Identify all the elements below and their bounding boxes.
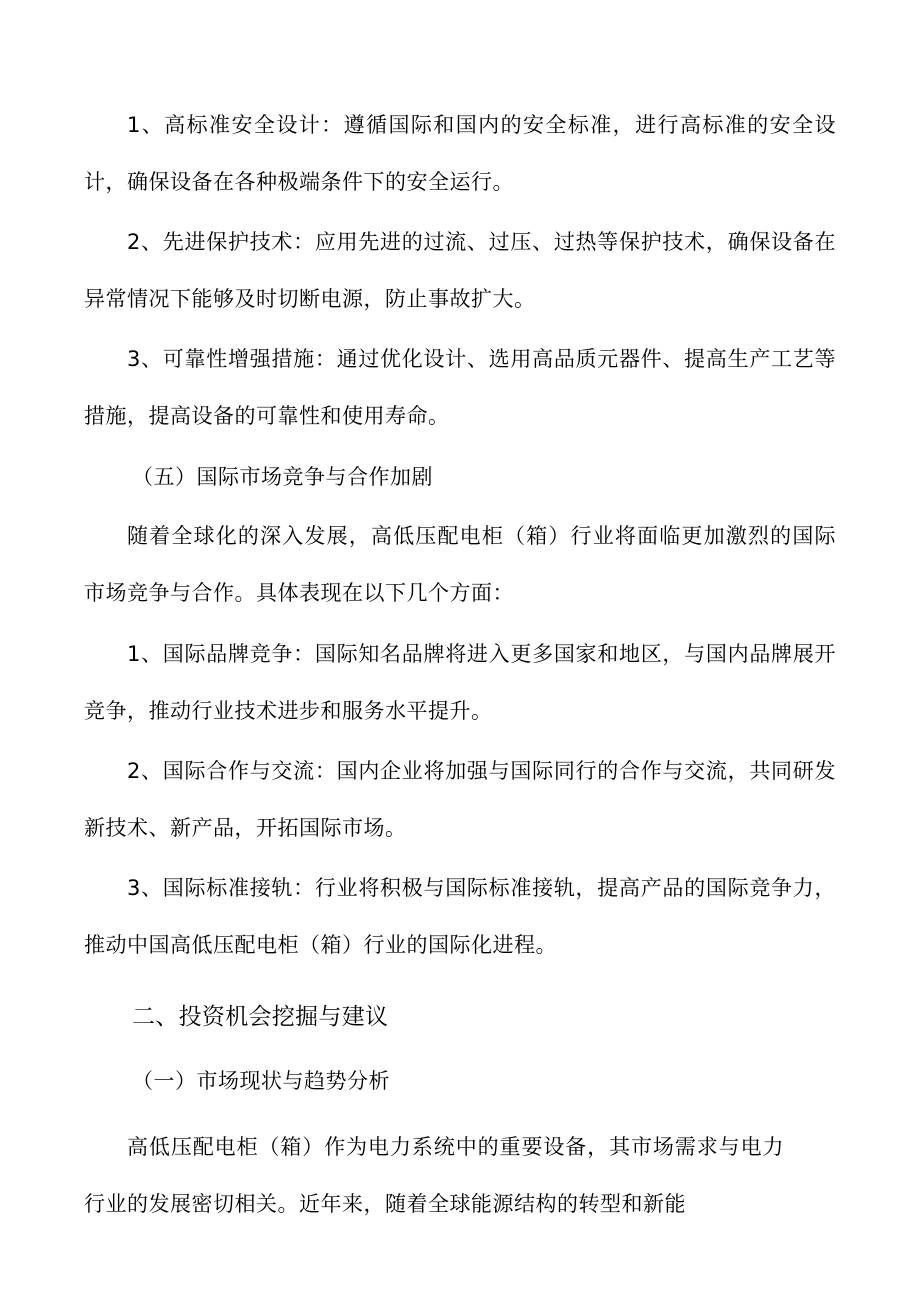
chapter-heading-investment-opportunities: 二、投资机会挖掘与建议 (132, 1004, 389, 1030)
paragraph-international-cooperation: 2、国际合作与交流：国内企业将加强与国际同行的合作与交流，共同研发新技术、新产品，开拓国际市场。 (84, 759, 836, 840)
paragraph-market-demand: 高低压配电柜（箱）作为电力系统中的重要设备，其市场需求与电力行业的发展密切相关。近年来，随着全球能源结构的转型和新能 (84, 1135, 784, 1216)
paragraph-international-standards: 3、国际标准接轨：行业将积极与国际标准接轨，提高产品的国际竞争力，推动中国高低压配电柜（箱）行业的国际化进程。 (84, 876, 836, 957)
paragraph-international-brands: 1、国际品牌竞争：国际知名品牌将进入更多国家和地区，与国内品牌展开竞争，推动行业技术进步和服务水平提升。 (84, 642, 836, 723)
paragraph-reliability-measures: 3、可靠性增强措施：通过优化设计、选用高品质元器件、提高生产工艺等措施，提高设备的可靠性和使用寿命。 (84, 347, 836, 428)
paragraph-protection-technology: 2、先进保护技术：应用先进的过流、过压、过热等保护技术，确保设备在异常情况下能够及时切断电源，防止事故扩大。 (84, 230, 836, 311)
section-subheading-international-competition: （五）国际市场竞争与合作加剧 (132, 465, 433, 489)
paragraph-safety-design: 1、高标准安全设计：遵循国际和国内的安全标准，进行高标准的安全设计，确保设备在各种极端条件下的安全运行。 (84, 113, 836, 194)
section-subheading-market-status: （一）市场现状与趋势分析 (132, 1069, 390, 1093)
paragraph-globalization-intro: 随着全球化的深入发展，高低压配电柜（箱）行业将面临更加激烈的国际市场竞争与合作。具体表现在以下几个方面： (84, 524, 836, 605)
